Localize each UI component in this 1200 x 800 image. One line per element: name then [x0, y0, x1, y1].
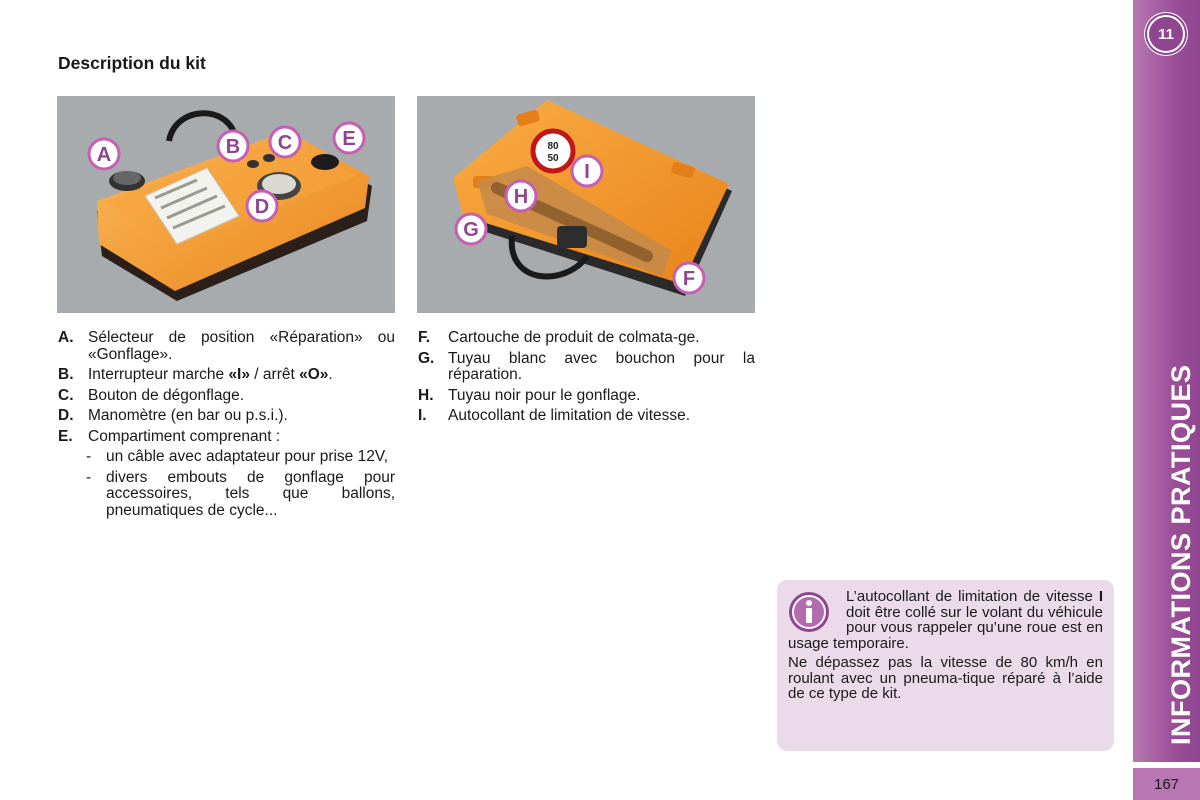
svg-text:G: G [463, 219, 479, 241]
svg-text:80: 80 [547, 141, 559, 152]
svg-text:50: 50 [547, 153, 559, 164]
callout-h [506, 181, 536, 211]
list-item-h: H. Tuyau noir pour le gonflage. [418, 386, 641, 404]
list-item-b: B. Interrupteur marche «I» / arrêt «O». [58, 366, 333, 383]
list-item-a: A. Sélecteur de position «Réparation» ou «Gonflage». [58, 329, 395, 363]
list-item-c: C. Bouton de dégonflage. [58, 386, 244, 404]
svg-text:A: A [96, 144, 112, 166]
kit-front-illustration [57, 96, 395, 313]
callout-i [572, 156, 602, 186]
list-item-f: F. Cartouche de produit de colmata-ge. [418, 329, 700, 346]
callout-d [247, 191, 277, 221]
svg-text:I: I [584, 161, 590, 183]
kit-underside-illustration [417, 96, 755, 313]
chapter-title: INFORMATIONS PRATIQUES [1166, 364, 1196, 745]
page-number: 167 [1133, 768, 1200, 800]
chapter-badge [1144, 12, 1188, 56]
list-item-i: I. Autocollant de limitation de vitesse. [418, 407, 691, 424]
svg-text:B: B [225, 136, 241, 158]
callout-e [334, 123, 364, 153]
callout-g [456, 214, 486, 244]
info-paragraph-2: Ne dépassez pas la vitesse de 80 km/h en roulant avec un pneuma-tique réparé à l’aide de ce type de kit. [788, 654, 1103, 702]
callout-f [674, 263, 704, 293]
callout-c [270, 127, 300, 157]
svg-text:H: H [513, 186, 529, 208]
info-paragraph-1: L’autocollant de limitation de vitesse I doit être collé sur le volant du véhicule pour vous rappeler qu’une roue est en usage temporaire. [788, 588, 1103, 652]
info-note [777, 580, 1114, 751]
list-item-g: G. Tuyau blanc avec bouchon pour la réparation. [418, 349, 755, 383]
info-icon [788, 591, 830, 633]
svg-text:D: D [254, 196, 270, 218]
callout-a [89, 139, 119, 169]
svg-text:C: C [277, 132, 293, 154]
callout-b [218, 131, 248, 161]
component-list-right [418, 330, 755, 429]
chapter-number: 11 [1147, 15, 1185, 53]
list-subitem: - divers embouts de gonflage pour accessoires, tels que ballons, pneumatiques de cycle... [86, 468, 395, 519]
svg-text:F: F [682, 268, 696, 290]
list-item-e: E. Compartiment comprenant : [58, 427, 281, 445]
svg-text:E: E [342, 128, 356, 150]
list-item-d: D. Manomètre (en bar ou p.s.i.). [58, 407, 288, 424]
section-title: Description du kit [58, 53, 206, 73]
list-subitem: - un câble avec adaptateur pour prise 12V, [86, 448, 389, 465]
component-list-left [58, 330, 395, 523]
